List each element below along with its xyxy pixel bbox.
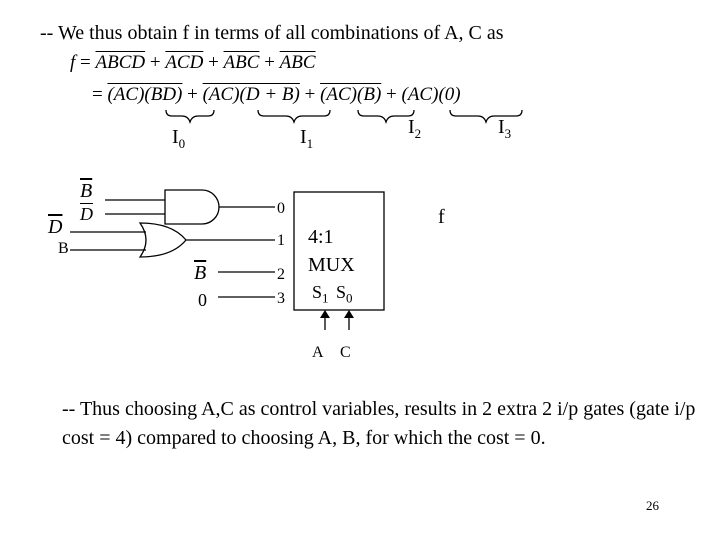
eq1-term-2: $\overline{ACD}$ xyxy=(165,52,204,73)
b-bar-input-label: $\overline{B}$ xyxy=(194,262,207,284)
eq1-term-4: $\overline{ABC}$ xyxy=(279,52,316,73)
select-s0-arrowhead xyxy=(344,310,354,318)
or-input-d-label: $\overline{D}$ xyxy=(48,216,63,238)
eq2-plus-3: + xyxy=(386,84,397,105)
mux-pin-2: 2 xyxy=(277,266,285,283)
control-a-label: A xyxy=(312,344,324,361)
eq2-group-3-value: (B) xyxy=(357,84,382,105)
conclusion-text: -- Thus choosing A,C as control variables, results in 2 extra 2 i/p gates (gate i/p cost = 4) compared to choosing A, B, for which the cost = 0. xyxy=(62,398,696,449)
label-i0: $I_0$ xyxy=(172,126,186,151)
eq1-term-3: $\overline{ABC}$ xyxy=(223,52,260,73)
eq2-group-4-control: (AC) xyxy=(401,84,439,105)
eq2-equals: = xyxy=(92,84,103,105)
eq2-group-2-control: (AC) xyxy=(202,84,240,105)
or-gate xyxy=(140,223,186,257)
mux-pin-1: 1 xyxy=(277,232,285,249)
label-i1: $I_1$ xyxy=(300,126,314,151)
or-input-b-label: B xyxy=(58,240,69,257)
select-s1-label: $S_1$ xyxy=(312,282,329,306)
output-f-label: f xyxy=(438,206,445,228)
mux-pin-0: 0 xyxy=(277,200,285,217)
brace-i2 xyxy=(358,110,414,122)
brace-i0 xyxy=(166,110,214,122)
label-i3: $I_3$ xyxy=(498,116,512,141)
mux-label-type: MUX xyxy=(308,254,355,276)
eq1-plus-1: + xyxy=(149,52,161,73)
mux-pin-3: 3 xyxy=(277,290,285,307)
select-s1-arrowhead xyxy=(320,310,330,318)
eq1-plus-2: + xyxy=(208,52,219,73)
intro-text: -- We thus obtain f in terms of all combinations of A, C as xyxy=(40,22,504,44)
brace-i3 xyxy=(450,110,522,122)
and-gate xyxy=(165,190,219,224)
eq1-equals: = xyxy=(80,52,91,73)
page-number: 26 xyxy=(646,498,659,513)
control-c-label: C xyxy=(340,344,351,361)
eq1-lhs: f xyxy=(70,52,76,73)
select-s0-label: $S_0$ xyxy=(336,282,353,306)
eq2-group-3-control: (AC) xyxy=(320,84,358,105)
eq2-group-1-control: (AC) xyxy=(107,84,145,105)
eq2-plus-2: + xyxy=(304,84,316,105)
eq1-plus-3: + xyxy=(264,52,275,73)
eq1-term-1: ABCD xyxy=(95,52,146,73)
mux-label-size: 4:1 xyxy=(308,226,334,248)
and-input-d-label: $\overline{D}$ xyxy=(80,204,93,224)
label-i2: $I_2$ xyxy=(408,116,422,141)
zero-input-label: 0 xyxy=(198,290,207,310)
and-input-b-label: $\overline{B}$ xyxy=(80,180,93,202)
eq2-plus-1: + xyxy=(187,84,198,105)
eq2-group-4-value: (0) xyxy=(438,84,461,105)
eq2-group-1-value: (BD) xyxy=(144,84,183,105)
brace-i1 xyxy=(258,110,330,122)
eq2-group-2-value: (D + B) xyxy=(239,84,300,105)
